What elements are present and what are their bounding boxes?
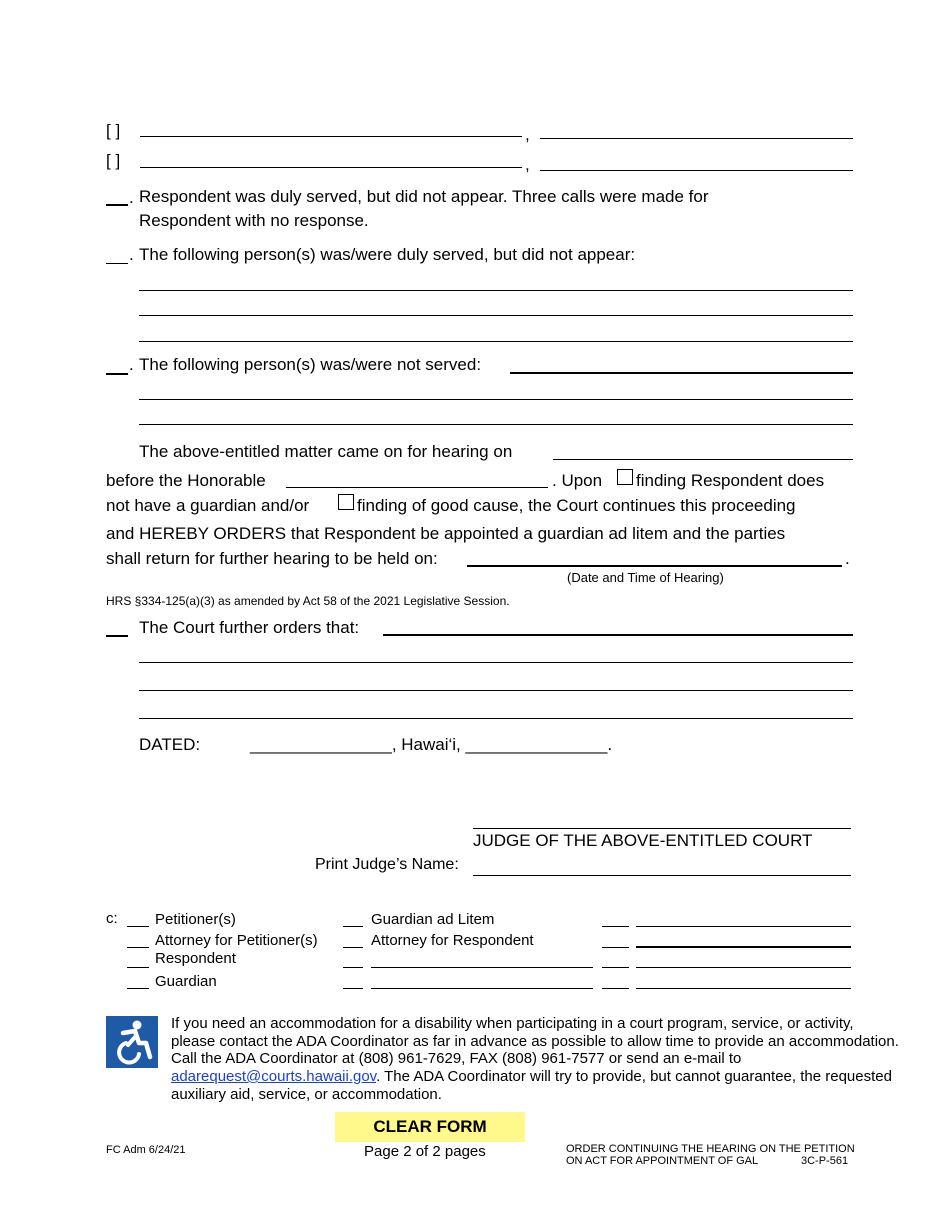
- hearing-line-3a: not have a guardian and/or: [106, 496, 310, 515]
- not-appear-check[interactable]: [106, 263, 128, 264]
- date-time-caption: (Date and Time of Hearing): [567, 570, 724, 585]
- cc-petitioner-label: Petitioner(s): [155, 911, 236, 928]
- not-appear-text: The following person(s) was/were duly served, but did not appear:: [139, 245, 636, 264]
- cc-col3-check-1[interactable]: [602, 926, 629, 927]
- further-orders-line-2[interactable]: [139, 690, 853, 691]
- ada-line-4: [171, 1068, 892, 1086]
- respondent-served-text-1: Respondent was duly served, but did not appear. Three calls were made for: [139, 187, 709, 206]
- relation-field-2[interactable]: [540, 170, 853, 171]
- cc-gal-check[interactable]: [343, 926, 363, 927]
- cc-col3-field-4[interactable]: [636, 988, 851, 989]
- not-appear-line-2[interactable]: [139, 315, 853, 316]
- bracket-checkbox-2[interactable]: [ ]: [106, 151, 121, 170]
- further-orders-field[interactable]: [383, 634, 853, 636]
- hearing-line-2a: before the Honorable: [106, 471, 266, 490]
- cc-col3-check-2[interactable]: [602, 947, 629, 948]
- further-orders-check[interactable]: [106, 635, 128, 637]
- cc-col3-field-2[interactable]: [636, 946, 851, 948]
- not-served-field[interactable]: [510, 372, 853, 374]
- accessibility-icon: [106, 1016, 158, 1068]
- period-2: .: [129, 245, 134, 264]
- cc-col3-check-3[interactable]: [602, 967, 629, 968]
- ada-line-3: Call the ADA Coordinator at (808) 961-7629, FAX (808) 961-7577 or send an e-mail to: [171, 1050, 742, 1067]
- cc-col2-extra-check-1[interactable]: [343, 967, 363, 968]
- form-id: FC Adm 6/24/21: [106, 1144, 186, 1156]
- page-number: Page 2 of 2 pages: [364, 1143, 486, 1160]
- hearing-date-field[interactable]: [553, 459, 853, 460]
- dated-value[interactable]: _______________, Hawai‘i, _______________.: [250, 735, 613, 754]
- footer-title-1: ORDER CONTINUING THE HEARING ON THE PETITION: [566, 1143, 855, 1155]
- not-appear-line-3[interactable]: [139, 341, 853, 342]
- name-field-1[interactable]: [140, 136, 522, 137]
- statute-note: HRS §334-125(a)(3) as amended by Act 58 of the 2021 Legislative Session.: [106, 594, 510, 608]
- respondent-served-check[interactable]: [106, 204, 128, 206]
- cc-col3-check-4[interactable]: [602, 988, 629, 989]
- honorable-field[interactable]: [286, 487, 548, 488]
- cc-guardian-label: Guardian: [155, 973, 217, 990]
- cc-atty-respondent-check[interactable]: [343, 947, 363, 948]
- respondent-served-text-2: Respondent with no response.: [139, 211, 369, 230]
- cc-atty-respondent-label: Attorney for Respondent: [371, 932, 534, 949]
- hearing-line-3b: finding of good cause, the Court continues this proceeding: [357, 496, 796, 515]
- print-judge-name-label: Print Judge’s Name:: [315, 856, 459, 873]
- not-served-text: The following person(s) was/were not served:: [139, 355, 482, 374]
- cc-col3-field-3[interactable]: [636, 967, 851, 968]
- name-field-2[interactable]: [140, 167, 522, 168]
- hearing-line-2b: . Upon: [552, 471, 603, 490]
- cc-col3-field-1[interactable]: [636, 926, 851, 927]
- not-served-check[interactable]: [106, 373, 128, 375]
- judge-signature-line[interactable]: [473, 828, 851, 829]
- period-3: .: [129, 355, 134, 374]
- cc-col2-extra-field-1[interactable]: [371, 967, 593, 968]
- judge-title: JUDGE OF THE ABOVE-ENTITLED COURT: [473, 831, 813, 850]
- ada-email-link[interactable]: adarequest@courts.hawaii.gov: [171, 1068, 377, 1085]
- cc-guardian-check[interactable]: [127, 988, 149, 989]
- good-cause-checkbox[interactable]: [338, 494, 354, 510]
- footer-title-2: ON ACT FOR APPOINTMENT OF GAL: [566, 1155, 759, 1167]
- further-orders-line-1[interactable]: [139, 662, 853, 663]
- dated-label: DATED:: [139, 735, 201, 754]
- print-judge-name-field[interactable]: [473, 875, 851, 876]
- cc-col2-extra-check-2[interactable]: [343, 988, 363, 989]
- period-1: .: [129, 188, 134, 207]
- not-served-line-1[interactable]: [139, 399, 853, 400]
- not-appear-line-1[interactable]: [139, 290, 853, 291]
- ada-line-2: please contact the ADA Coordinator as far in advance as possible to allow time to provide an accommodation.: [171, 1033, 899, 1050]
- relation-field-1[interactable]: [540, 138, 853, 139]
- hearing-line-5: shall return for further hearing to be held on:: [106, 549, 438, 568]
- cc-petitioner-check[interactable]: [127, 926, 149, 927]
- ada-line-1: If you need an accommodation for a disability when participating in a court program, service, or activity,: [171, 1015, 854, 1032]
- further-hearing-field[interactable]: [467, 565, 842, 567]
- ada-line-4-rest: . The ADA Coordinator will try to provide, but cannot guarantee, the requested: [376, 1068, 892, 1085]
- cc-respondent-check[interactable]: [127, 967, 149, 968]
- further-orders-line-3[interactable]: [139, 718, 853, 719]
- comma-2: ,: [525, 155, 530, 174]
- further-orders-text: The Court further orders that:: [139, 618, 360, 637]
- cc-col2-extra-field-2[interactable]: [371, 988, 593, 989]
- not-served-line-2[interactable]: [139, 424, 853, 425]
- hearing-line-5-end: .: [845, 549, 850, 568]
- cc-gal-label: Guardian ad Litem: [371, 911, 495, 928]
- hearing-line-2c: finding Respondent does: [636, 471, 825, 490]
- cc-atty-petitioner-check[interactable]: [127, 947, 149, 948]
- bracket-checkbox-1[interactable]: [ ]: [106, 121, 121, 140]
- no-guardian-checkbox[interactable]: [617, 469, 633, 485]
- hearing-line-4: and HEREBY ORDERS that Respondent be appointed a guardian ad litem and the parties: [106, 524, 786, 543]
- cc-respondent-label: Respondent: [155, 950, 236, 967]
- cc-label: c:: [106, 910, 118, 927]
- form-code: 3C-P-561: [801, 1155, 849, 1167]
- clear-form-button[interactable]: CLEAR FORM: [335, 1112, 525, 1142]
- comma-1: ,: [525, 125, 530, 144]
- ada-line-5: auxiliary aid, service, or accommodation.: [171, 1086, 442, 1103]
- cc-atty-petitioner-label: Attorney for Petitioner(s): [155, 932, 318, 949]
- hearing-line-1: The above-entitled matter came on for hearing on: [139, 442, 513, 461]
